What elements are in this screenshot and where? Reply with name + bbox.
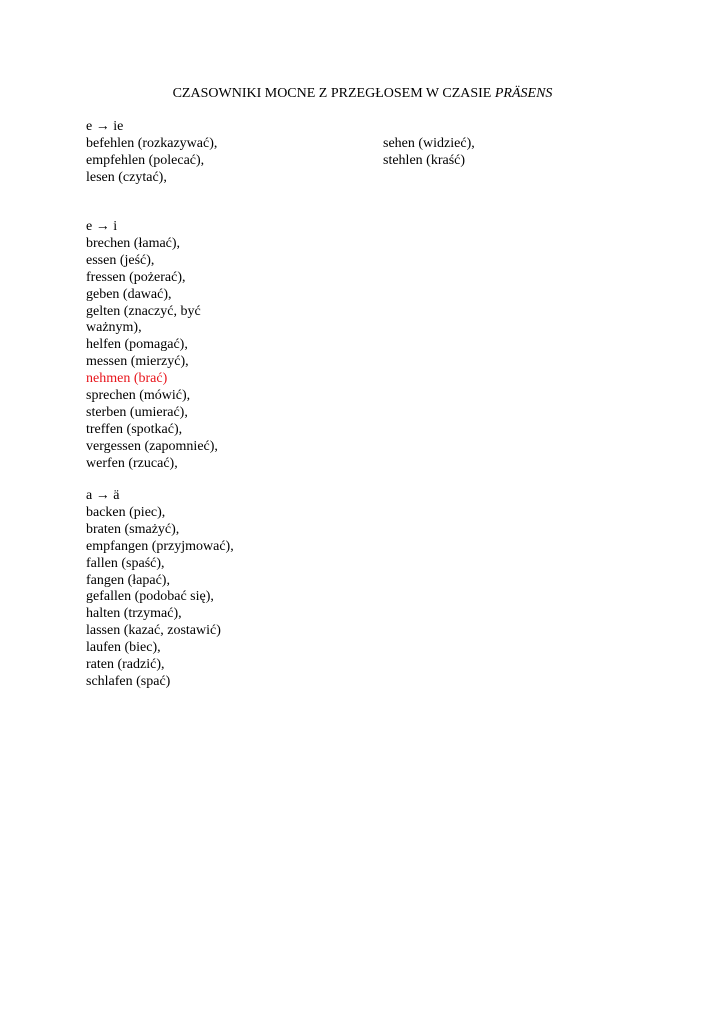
- verb-item: werfen (rzucać),: [86, 455, 178, 471]
- title-italic: PRÄSENS: [494, 86, 553, 101]
- section-e-ie-right: [383, 136, 663, 170]
- verb-item: treffen (spotkać),: [86, 421, 183, 437]
- section-a-ae: [86, 488, 366, 691]
- verb-item: stehlen (kraść): [383, 152, 466, 168]
- verb-item: vergessen (zapomnieć),: [86, 438, 218, 454]
- verb-item: braten (smażyć),: [86, 521, 180, 537]
- verb-item: sehen (widzieć),: [383, 136, 475, 151]
- verb-item: lassen (kazać, zostawić): [86, 623, 221, 639]
- section-header-a-ae: a → ä: [86, 488, 120, 503]
- verb-item: laufen (biec),: [86, 640, 161, 656]
- page-title: [0, 85, 725, 102]
- verb-item: sterben (umierać),: [86, 404, 188, 420]
- verb-item: empfehlen (polecać),: [86, 152, 205, 168]
- verb-item: essen (jeść),: [86, 252, 155, 268]
- verb-item: gefallen (podobać się),: [86, 589, 214, 605]
- verb-item: messen (mierzyć),: [86, 354, 189, 370]
- section-header-e-i: e → i: [86, 219, 118, 234]
- section-e-i: [86, 219, 366, 473]
- verb-item: brechen (łamać),: [86, 235, 181, 251]
- verb-item: sprechen (mówić),: [86, 388, 191, 404]
- verb-item: empfangen (przyjmować),: [86, 538, 234, 554]
- verb-item: lesen (czytać),: [86, 169, 167, 185]
- verb-item: gelten (znaczyć, być ważnym),: [86, 303, 201, 336]
- title-main: CZASOWNIKI MOCNE Z PRZEGŁOSEM W CZASIE: [172, 86, 495, 101]
- verb-item: fallen (spaść),: [86, 555, 165, 571]
- verb-item: halten (trzymać),: [86, 606, 182, 622]
- verb-item: geben (dawać),: [86, 286, 172, 302]
- section-e-ie-left: [86, 119, 366, 187]
- verb-item: raten (radzić),: [86, 657, 165, 673]
- verb-item: backen (piec),: [86, 504, 166, 520]
- verb-item: schlafen (spać): [86, 673, 171, 689]
- verb-item: helfen (pomagać),: [86, 337, 188, 353]
- verb-item: fangen (łapać),: [86, 572, 170, 588]
- verb-item: fressen (pożerać),: [86, 269, 186, 285]
- verb-item-highlighted: nehmen (brać): [86, 371, 168, 387]
- verb-item: befehlen (rozkazywać),: [86, 135, 218, 151]
- section-header-e-ie: e → ie: [86, 119, 124, 134]
